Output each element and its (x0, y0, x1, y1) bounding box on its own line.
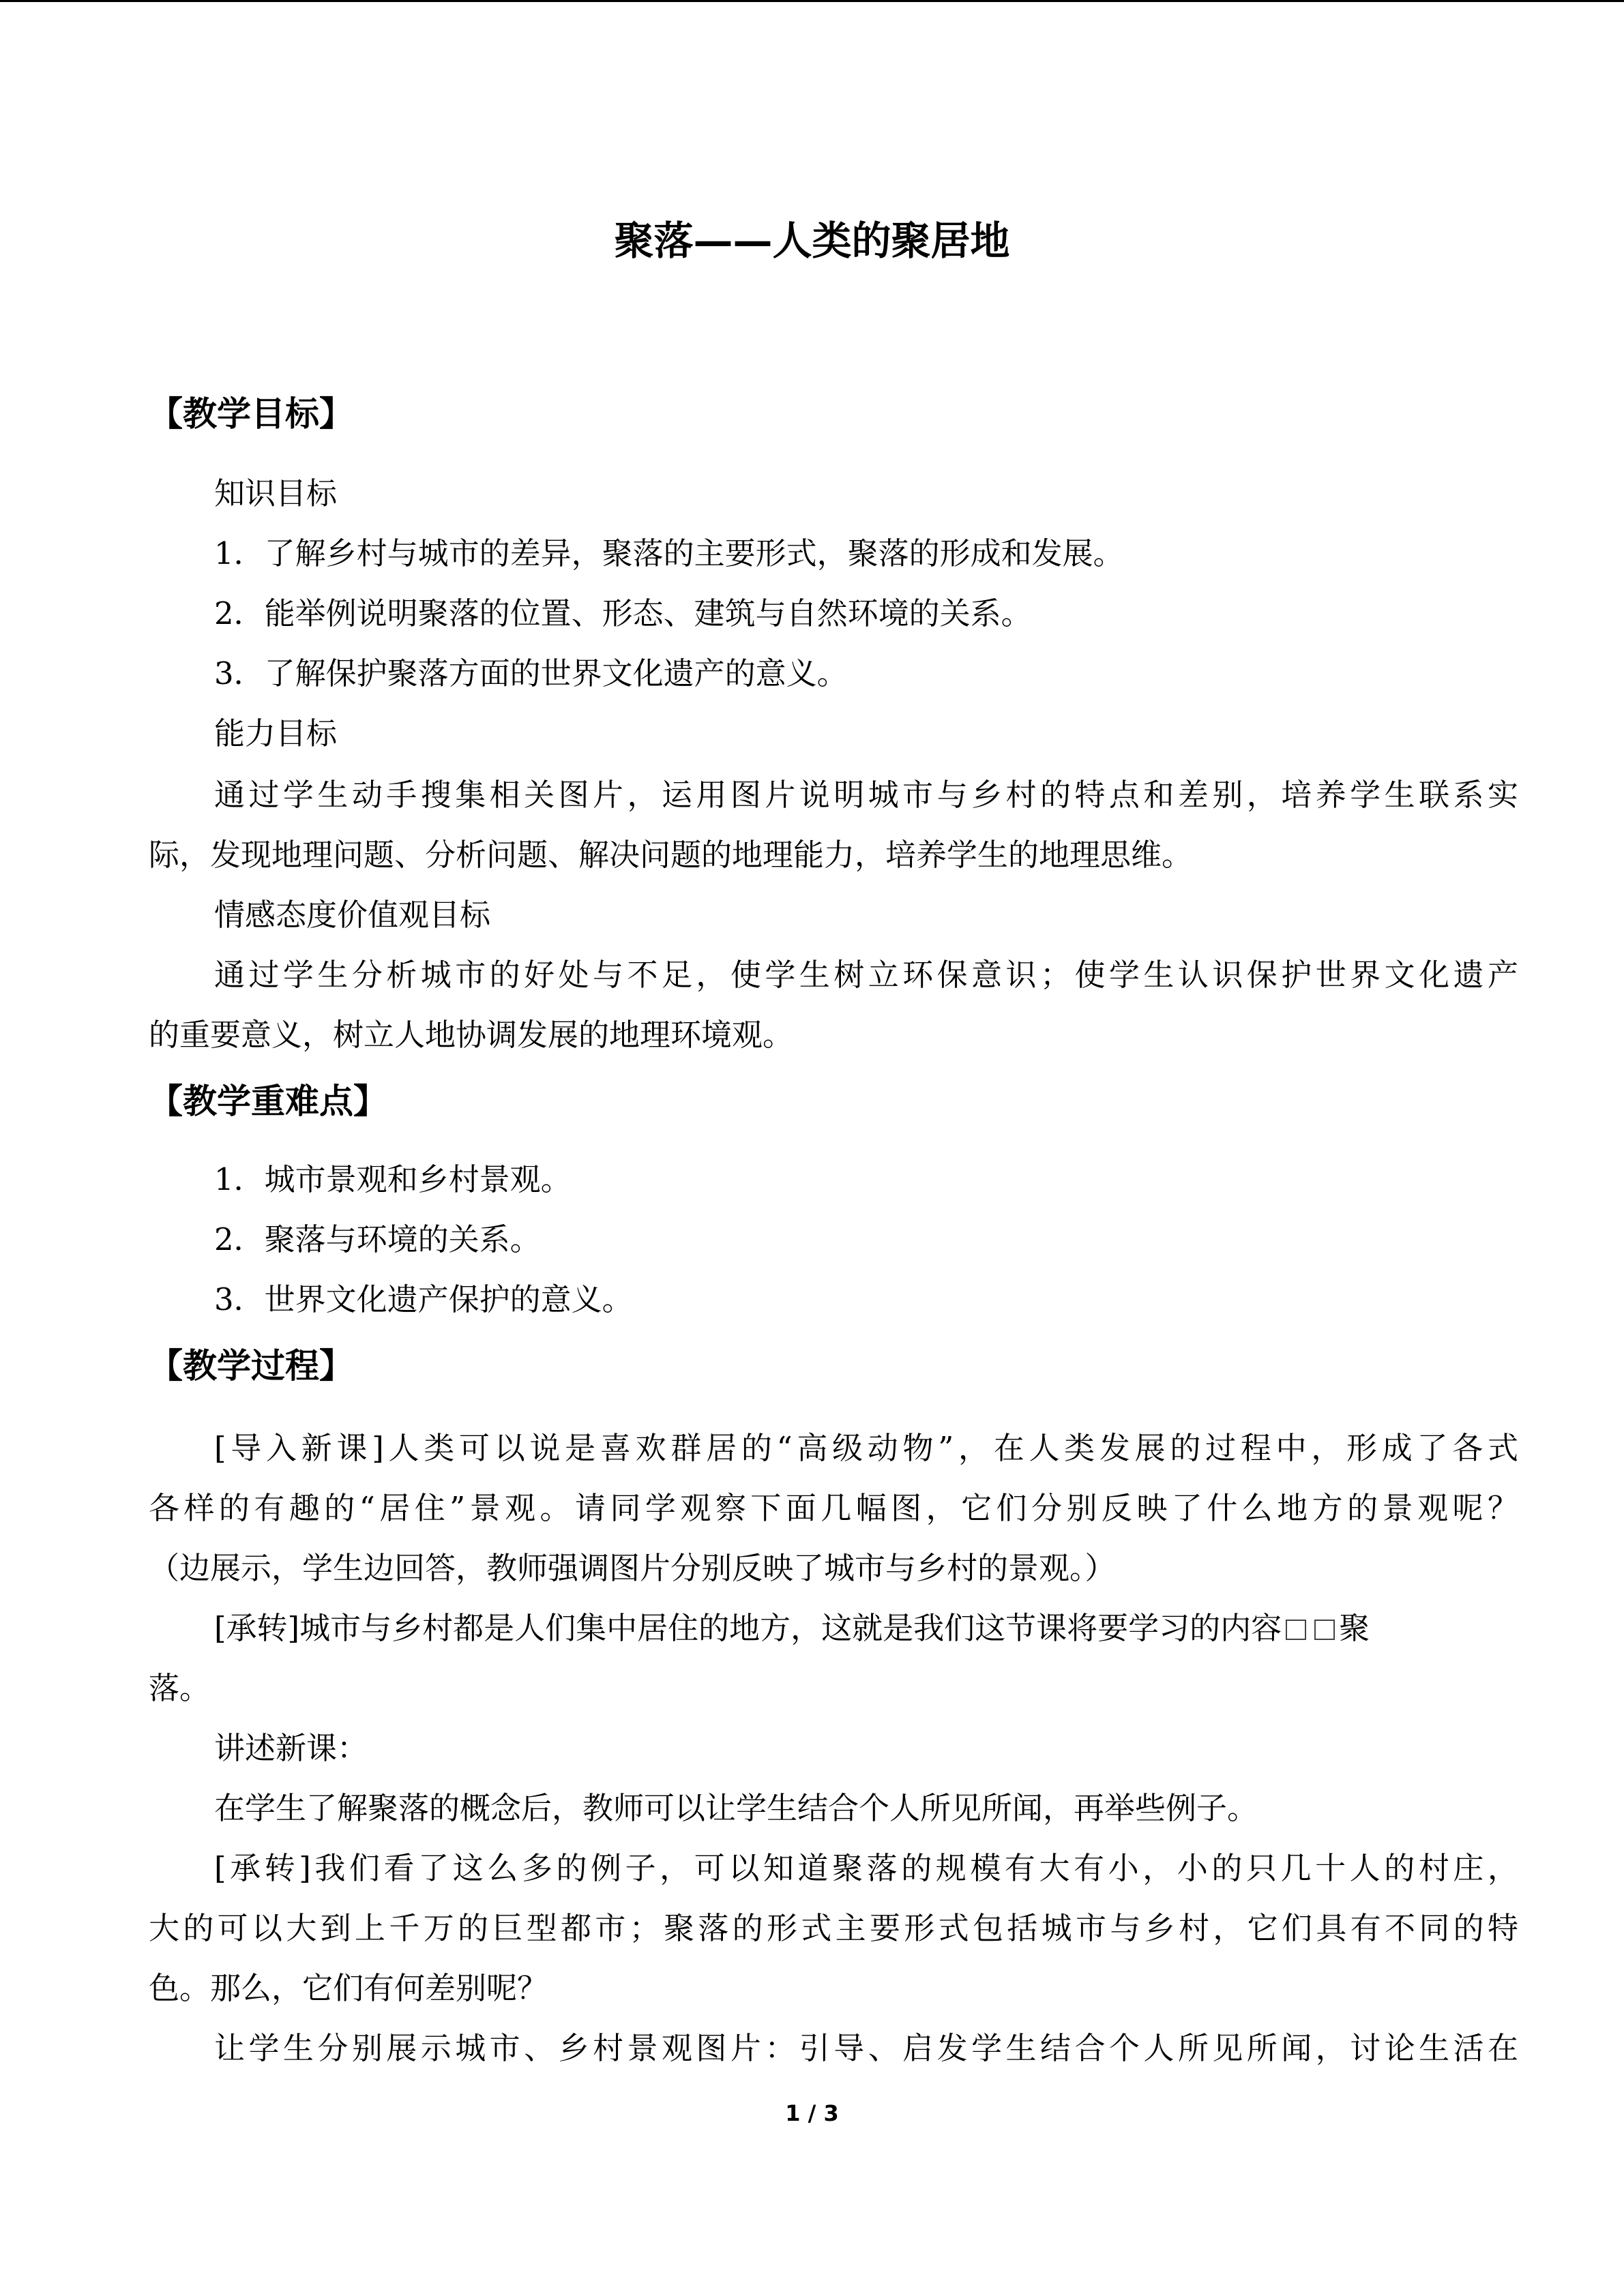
ability-goal-text: 通过学生动手搜集相关图片，运用图片说明城市与乡村的特点和差别，培养学生联系实 (214, 777, 1518, 813)
emotion-goal-text: 的重要意义，树立人地协调发展的地理环境观。 (149, 1017, 794, 1053)
page-number: 1 / 3 (785, 2100, 839, 2126)
process-paragraph-line: （边展示，学生边回答，教师强调图片分别反映了城市与乡村的景观。） (149, 1550, 1116, 1586)
process-paragraph-line: 落。 (149, 1670, 211, 1706)
key-point-item: 3．世界文化遗产保护的意义。 (214, 1281, 633, 1317)
missing-glyph-box (1314, 1620, 1335, 1640)
knowledge-goal-item: 3．了解保护聚落方面的世界文化遗产的意义。 (214, 655, 848, 691)
document-title: 聚落——人类的聚居地 (614, 218, 1010, 264)
transition-text: [承转]城市与乡村都是人们集中居住的地方，这就是我们这节课将要学习的内容 (214, 1610, 1282, 1646)
heading-teaching-process: 【教学过程】 (149, 1346, 353, 1386)
process-paragraph-line (214, 1608, 1370, 1649)
heading-teaching-goals: 【教学目标】 (149, 394, 353, 434)
knowledge-goal-label: 知识目标 (214, 475, 338, 511)
process-paragraph-line: [导入新课]人类可以说是喜欢群居的“高级动物”，在人类发展的过程中，形成了各式 (214, 1430, 1518, 1466)
process-paragraph-line: 在学生了解聚落的概念后，教师可以让学生结合个人所见所闻，再举些例子。 (214, 1790, 1258, 1826)
top-border-line (0, 0, 1624, 2)
transition-text-end: 聚 (1339, 1610, 1370, 1646)
process-paragraph-line: 色。那么，它们有何差别呢？ (149, 1970, 548, 2006)
emotion-goal-label: 情感态度价值观目标 (214, 897, 491, 933)
key-point-item: 1．城市景观和乡村景观。 (214, 1161, 572, 1197)
emotion-goal-text: 通过学生分析城市的好处与不足，使学生树立环保意识；使学生认识保护世界文化遗产 (214, 957, 1518, 993)
ability-goal-label: 能力目标 (214, 715, 338, 751)
ability-goal-text: 际，发现地理问题、分析问题、解决问题的地理能力，培养学生的地理思维。 (149, 837, 1193, 873)
heading-key-points: 【教学重难点】 (149, 1082, 387, 1121)
process-paragraph-line: 大的可以大到上千万的巨型都市；聚落的形式主要形式包括城市与乡村，它们具有不同的特 (149, 1910, 1518, 1946)
process-paragraph-line: 各样的有趣的“居住”景观。请同学观察下面几幅图，它们分别反映了什么地方的景观呢？ (149, 1490, 1518, 1526)
missing-glyph-box (1286, 1620, 1306, 1640)
knowledge-goal-item: 2．能举例说明聚落的位置、形态、建筑与自然环境的关系。 (214, 595, 1032, 631)
process-paragraph-line: 让学生分别展示城市、乡村景观图片：引导、启发学生结合个人所见所闻，讨论生活在 (214, 2030, 1518, 2066)
new-lesson-label: 讲述新课： (214, 1730, 368, 1766)
knowledge-goal-item: 1．了解乡村与城市的差异，聚落的主要形式，聚落的形成和发展。 (214, 535, 1124, 571)
key-point-item: 2．聚落与环境的关系。 (214, 1221, 541, 1257)
process-paragraph-line: [承转]我们看了这么多的例子，可以知道聚落的规模有大有小，小的只几十人的村庄， (214, 1850, 1518, 1886)
